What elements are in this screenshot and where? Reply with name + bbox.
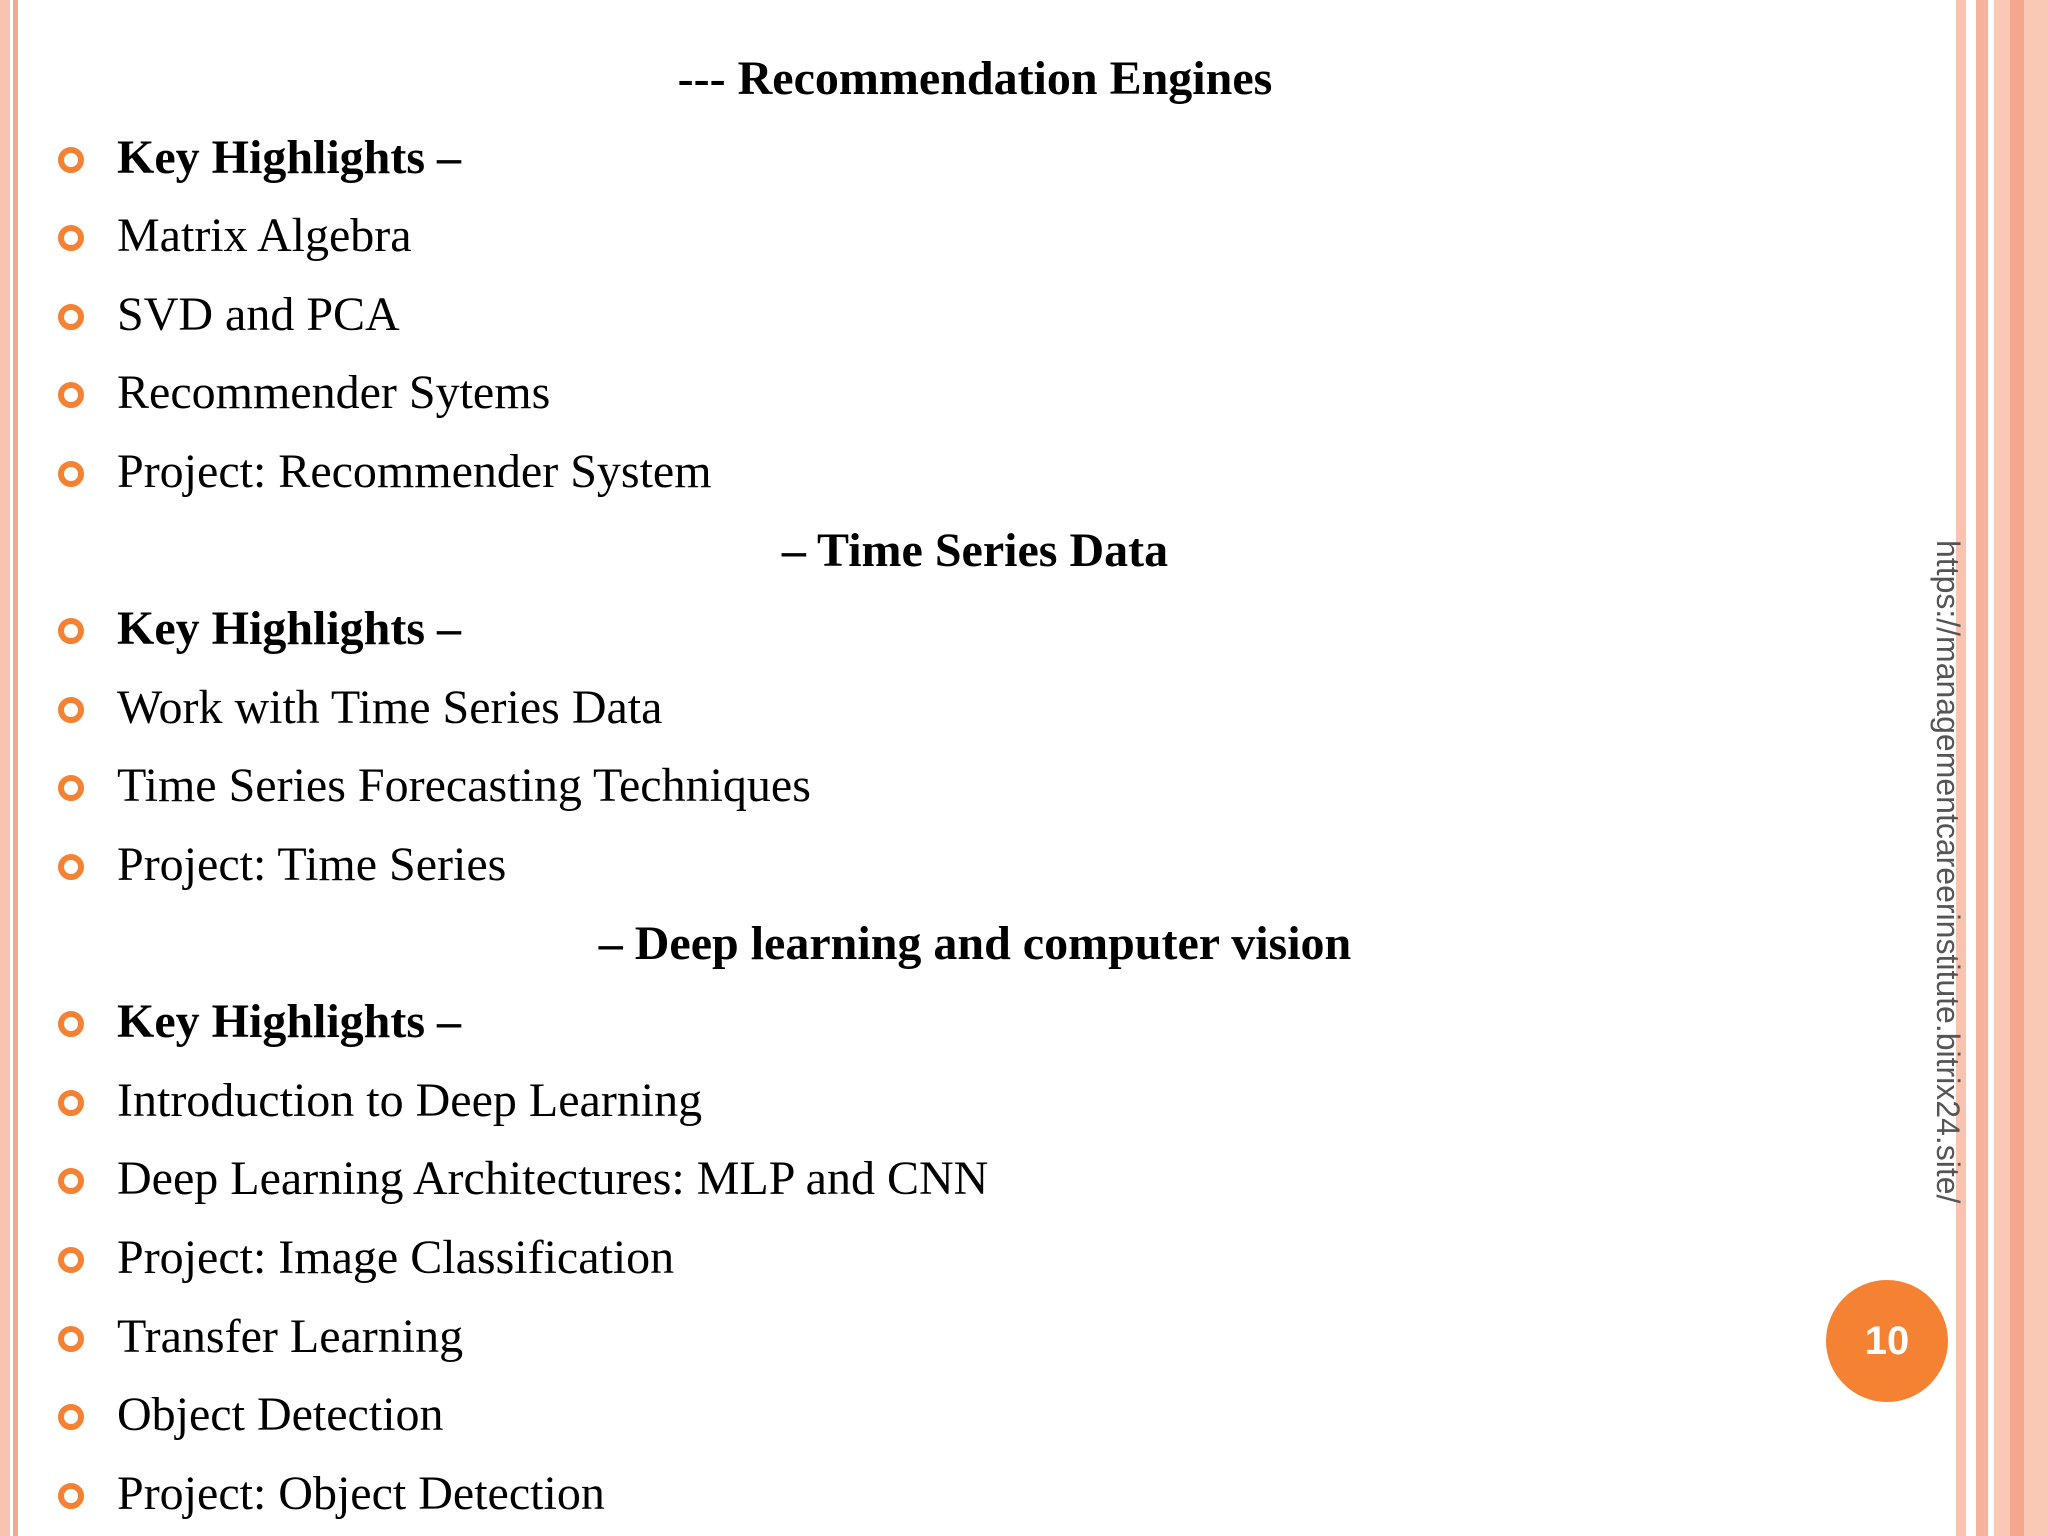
list-item — [0, 1140, 1950, 1219]
right-border-stripe — [1976, 0, 1988, 1536]
list-item-text: Time Series Forecasting Techniques — [117, 759, 811, 813]
circle-bullet-icon — [58, 775, 84, 801]
list-item — [0, 1062, 1950, 1141]
circle-bullet-icon — [58, 1011, 84, 1037]
circle-bullet-icon — [58, 147, 84, 173]
list-item — [0, 1455, 1950, 1534]
list-item — [0, 983, 1950, 1062]
list-item — [0, 1298, 1950, 1377]
circle-bullet-icon — [58, 697, 84, 723]
list-item-text: Matrix Algebra — [117, 209, 412, 263]
list-item — [0, 433, 1950, 512]
course-outline-list — [0, 40, 1950, 1533]
side-url-link[interactable]: https://managementcareerinstitute.bitrix24.site/ — [1930, 540, 1966, 1204]
circle-bullet-icon — [58, 618, 84, 644]
circle-bullet-icon — [58, 1168, 84, 1194]
list-item — [0, 590, 1950, 669]
section-heading-deep-learning: – Deep learning and computer vision — [598, 916, 1352, 970]
list-item-text: Object Detection — [117, 1388, 444, 1442]
circle-bullet-icon — [58, 382, 84, 408]
list-item — [0, 747, 1950, 826]
list-item-text: Project: Recommender System — [117, 444, 712, 498]
circle-bullet-icon — [58, 1404, 84, 1430]
circle-bullet-icon — [58, 1090, 84, 1116]
list-item — [0, 119, 1950, 198]
list-item-text: Work with Time Series Data — [117, 680, 663, 734]
section-heading-time-series: – Time Series Data — [781, 523, 1169, 577]
list-item — [0, 1376, 1950, 1455]
list-item — [0, 669, 1950, 748]
circle-bullet-icon — [58, 304, 84, 330]
list-item-text: Key Highlights – — [117, 602, 462, 656]
list-item — [0, 1219, 1950, 1298]
list-item-text: Introduction to Deep Learning — [117, 1073, 703, 1127]
list-item-text: Project: Image Classification — [117, 1230, 675, 1284]
circle-bullet-icon — [58, 461, 84, 487]
circle-bullet-icon — [58, 225, 84, 251]
list-item — [0, 354, 1950, 433]
circle-bullet-icon — [58, 1483, 84, 1509]
list-item-text: Key Highlights – — [117, 995, 462, 1049]
list-item-text: Project: Time Series — [117, 837, 507, 891]
section-heading-recommendation-engines: --- Recommendation Engines — [677, 52, 1273, 105]
list-item — [0, 276, 1950, 355]
list-item-text: Deep Learning Architectures: MLP and CNN — [117, 1152, 989, 1206]
list-item-text: Transfer Learning — [117, 1309, 464, 1363]
circle-bullet-icon — [58, 1326, 84, 1352]
circle-bullet-icon — [58, 854, 84, 880]
list-item — [0, 826, 1950, 905]
list-item-text: Recommender Sytems — [117, 366, 551, 420]
list-item-text: Project: Object Detection — [117, 1466, 605, 1520]
list-item — [0, 197, 1950, 276]
circle-bullet-icon — [58, 1247, 84, 1273]
list-item-text: SVD and PCA — [117, 287, 400, 341]
page-number-badge: 10 — [1826, 1280, 1948, 1402]
list-item-text: Key Highlights – — [117, 130, 462, 184]
right-border-stripe-outer — [2010, 0, 2024, 1536]
